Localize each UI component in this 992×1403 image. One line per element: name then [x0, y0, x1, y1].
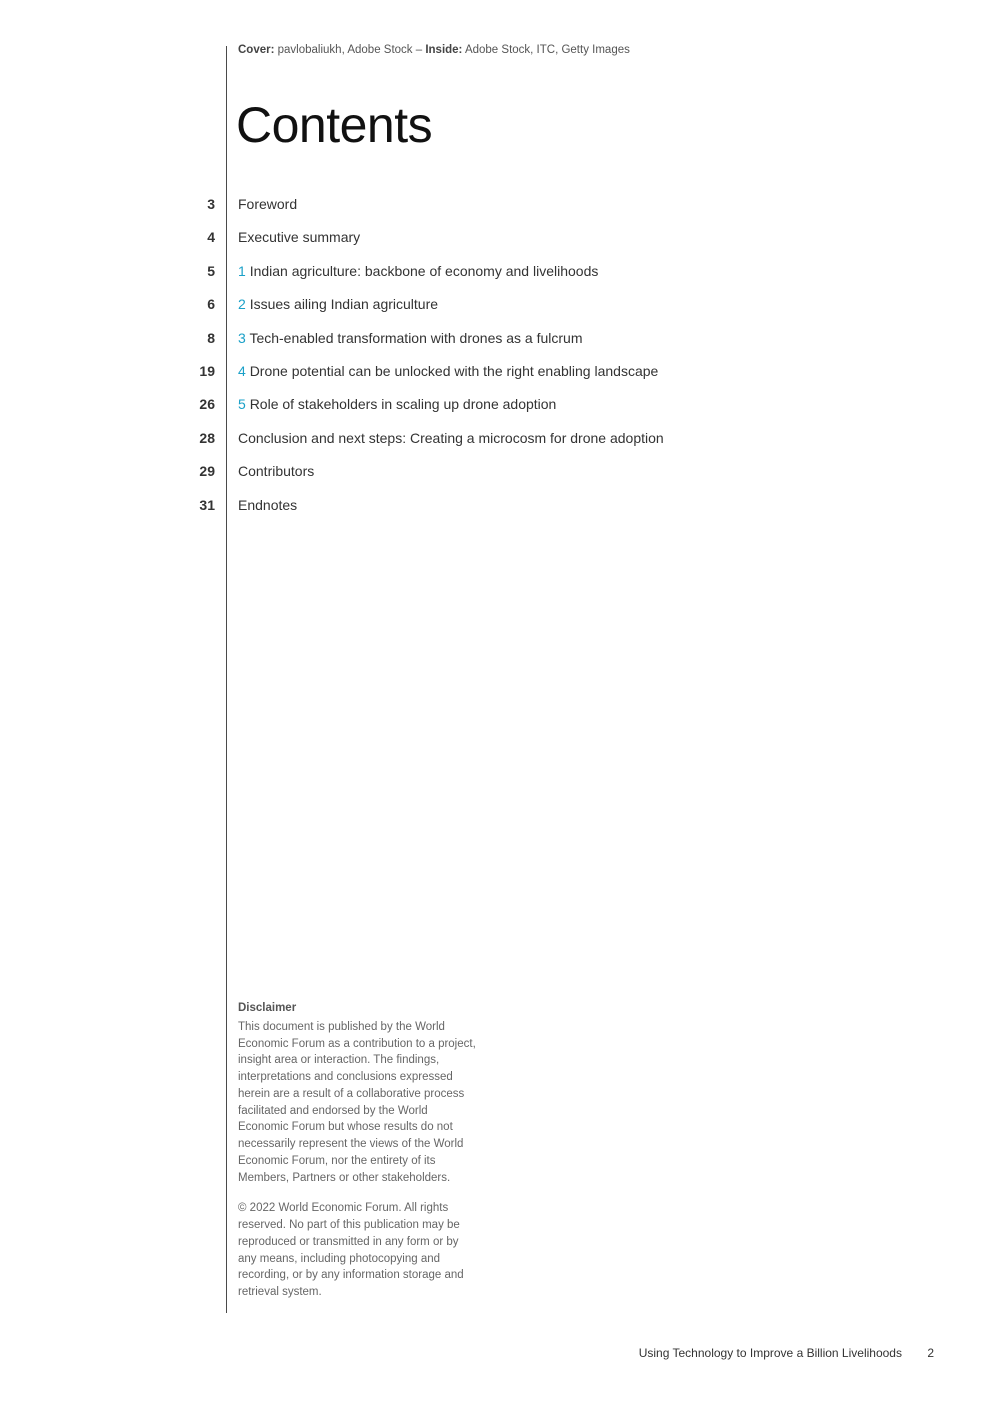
inside-credit-text: Adobe Stock, ITC, Getty Images	[464, 44, 630, 56]
inside-credit-label: Inside:	[425, 44, 463, 56]
toc-page-number: 4	[207, 229, 215, 246]
toc-entry[interactable]	[0, 363, 992, 396]
disclaimer-heading: Disclaimer	[238, 1002, 297, 1014]
toc-chapter-number: 2	[238, 296, 246, 313]
toc-entry[interactable]	[0, 497, 992, 530]
toc-label-text: Issues ailing Indian agriculture	[249, 296, 439, 313]
toc-entry[interactable]	[0, 396, 992, 429]
toc-label-text: Tech-enabled transformation with drones as a fulcrum	[249, 329, 583, 346]
toc-entry[interactable]	[0, 196, 992, 229]
toc-label	[238, 430, 664, 446]
toc-entry[interactable]	[0, 463, 992, 496]
disclaimer	[238, 1000, 478, 1301]
toc-label	[238, 396, 556, 412]
toc-entry[interactable]	[0, 430, 992, 463]
toc-page-number: 26	[199, 396, 215, 413]
toc-label	[238, 196, 297, 212]
toc-page-number: 19	[199, 362, 215, 379]
toc-label-text: Endnotes	[238, 496, 298, 513]
toc-label	[238, 296, 438, 312]
page-title: Contents	[236, 97, 433, 153]
toc-label	[238, 263, 598, 279]
toc-chapter-number: 3	[238, 329, 246, 346]
toc-entry[interactable]	[0, 229, 992, 262]
toc-label	[238, 330, 583, 346]
toc-page-number: 28	[199, 429, 215, 446]
toc-page-number: 8	[207, 329, 215, 346]
cover-credit-label: Cover:	[238, 44, 275, 56]
toc-entry[interactable]	[0, 330, 992, 363]
footer-page-number: 2	[927, 1346, 934, 1360]
toc-entry[interactable]	[0, 263, 992, 296]
toc-label-text: Conclusion and next steps: Creating a microcosm for drone adoption	[238, 429, 664, 446]
copyright-notice: © 2022 World Economic Forum. All rights reserved. No part of this publication may be reproduced or transmitted in any form or by any means, including photocopying and recording, or by any information storage and retrieval system.	[238, 1202, 464, 1298]
toc-chapter-number: 5	[238, 396, 246, 413]
toc-label	[238, 463, 314, 479]
toc-page-number: 6	[207, 296, 215, 313]
toc-chapter-number: 1	[238, 262, 246, 279]
toc-label-text: Foreword	[238, 196, 298, 212]
toc-chapter-number: 4	[238, 362, 246, 379]
toc-label-text: Indian agriculture: backbone of economy and livelihoods	[249, 262, 599, 279]
toc-entry[interactable]	[0, 296, 992, 329]
toc-label	[238, 363, 658, 379]
page-footer	[639, 1346, 934, 1360]
toc-page-number: 3	[207, 196, 215, 212]
toc-label	[238, 497, 297, 513]
toc-page-number: 5	[207, 262, 215, 279]
cover-credit-text: pavlobaliukh, Adobe Stock –	[277, 44, 426, 56]
disclaimer-body: This document is published by the World Economic Forum as a contribution to a project, insight area or interaction. The findings, interpretations and conclusions expressed herein are a result of a collaborative process facilitated and endorsed by the World Economic Forum but whose results do not necessarily represent the views of the World Economic Forum, nor the entirety of its Members, Partners or other stakeholders.	[238, 1020, 476, 1184]
toc-label-text: Role of stakeholders in scaling up drone adoption	[249, 396, 557, 413]
toc-label-text: Contributors	[238, 463, 315, 480]
toc-page-number: 31	[199, 496, 215, 513]
footer-doc-title: Using Technology to Improve a Billion Livelihoods	[638, 1346, 902, 1360]
toc-label-text: Drone potential can be unlocked with the right enabling landscape	[249, 362, 659, 379]
table-of-contents	[0, 196, 992, 530]
toc-page-number: 29	[199, 463, 215, 480]
toc-label	[238, 229, 360, 245]
toc-label-text: Executive summary	[238, 229, 361, 246]
image-credits	[238, 44, 630, 56]
